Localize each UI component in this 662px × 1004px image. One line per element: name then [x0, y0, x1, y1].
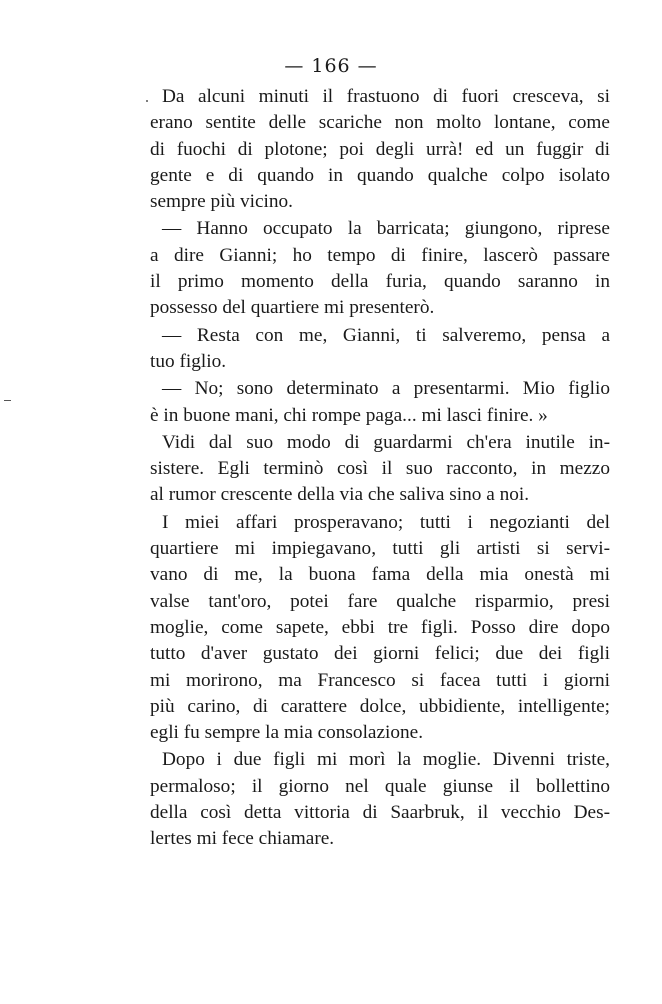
text-line: egli fu sempre la mia consolazione. [150, 722, 424, 744]
text-line: mi morirono, ma Francesco si facea tutti i giorni [150, 669, 610, 691]
text-line: gente e di quando in quando qualche colpo isolato [150, 164, 610, 186]
text-line: il primo momento della furia, quando saranno in [150, 271, 610, 293]
scan-mark [146, 100, 148, 102]
text-line: Vidi dal suo modo di guardarmi ch'era inutile in- [162, 431, 610, 453]
text-line: sempre più vicino. [150, 191, 293, 213]
text-line: — No; sono determinato a presentarmi. Mio figlio [162, 378, 610, 400]
text-line: quartiere mi impiegavano, tutti gli artisti si servi- [150, 538, 610, 560]
paragraph [150, 510, 610, 747]
paragraph [150, 216, 610, 321]
text-line: permaloso; il giorno nel quale giunse il bollettino [150, 775, 610, 797]
text-line: di fuochi di plotone; poi degli urrà! ed un fuggir di [150, 138, 610, 160]
page-number: — 166 — [284, 55, 378, 77]
text-line: I miei affari prosperavano; tutti i negozianti del [162, 511, 610, 533]
text-line: della così detta vittoria di Saarbruk, il vecchio Des- [150, 802, 610, 824]
text-line: — Hanno occupato la barricata; giungono, riprese [162, 218, 610, 240]
text-line: lertes mi fece chiamare. [150, 828, 335, 850]
text-line: a dire Gianni; ho tempo di finire, lascerò passare [150, 244, 610, 266]
text-line: moglie, come sapete, ebbi tre figli. Posso dire dopo [150, 616, 610, 638]
text-line: Dopo i due figli mi morì la moglie. Divenni triste, [162, 749, 610, 771]
text-line: al rumor crescente della via che saliva sino a noi. [150, 484, 530, 506]
paragraph [150, 747, 610, 852]
text-line: tuo figlio. [150, 350, 227, 372]
text-line: sistere. Egli terminò così il suo racconto, in mezzo [150, 458, 610, 480]
paragraph [150, 84, 610, 215]
text-line: valse tant'oro, potei fare qualche risparmio, presi [150, 590, 610, 612]
text-line: più carino, di carattere dolce, ubbidiente, intelligente; [150, 695, 610, 717]
paragraph [150, 430, 610, 509]
scan-mark [4, 400, 11, 401]
text-line: Da alcuni minuti il frastuono di fuori cresceva, si [162, 86, 610, 107]
body-text [150, 84, 610, 854]
text-line: è in buone mani, chi rompe paga... mi lasci finire. » [150, 404, 548, 426]
text-line: vano di me, la buona fama della mia onestà mi [150, 564, 610, 586]
text-line: erano sentite delle scariche non molto lontane, come [150, 112, 610, 134]
paragraph [150, 376, 610, 429]
paragraph [150, 323, 610, 376]
text-line: tutto d'aver gustato dei giorni felici; due dei figli [150, 643, 610, 665]
text-line: — Resta con me, Gianni, ti salveremo, pensa a [162, 324, 610, 346]
text-line: possesso del quartiere mi presenterò. [150, 297, 435, 319]
